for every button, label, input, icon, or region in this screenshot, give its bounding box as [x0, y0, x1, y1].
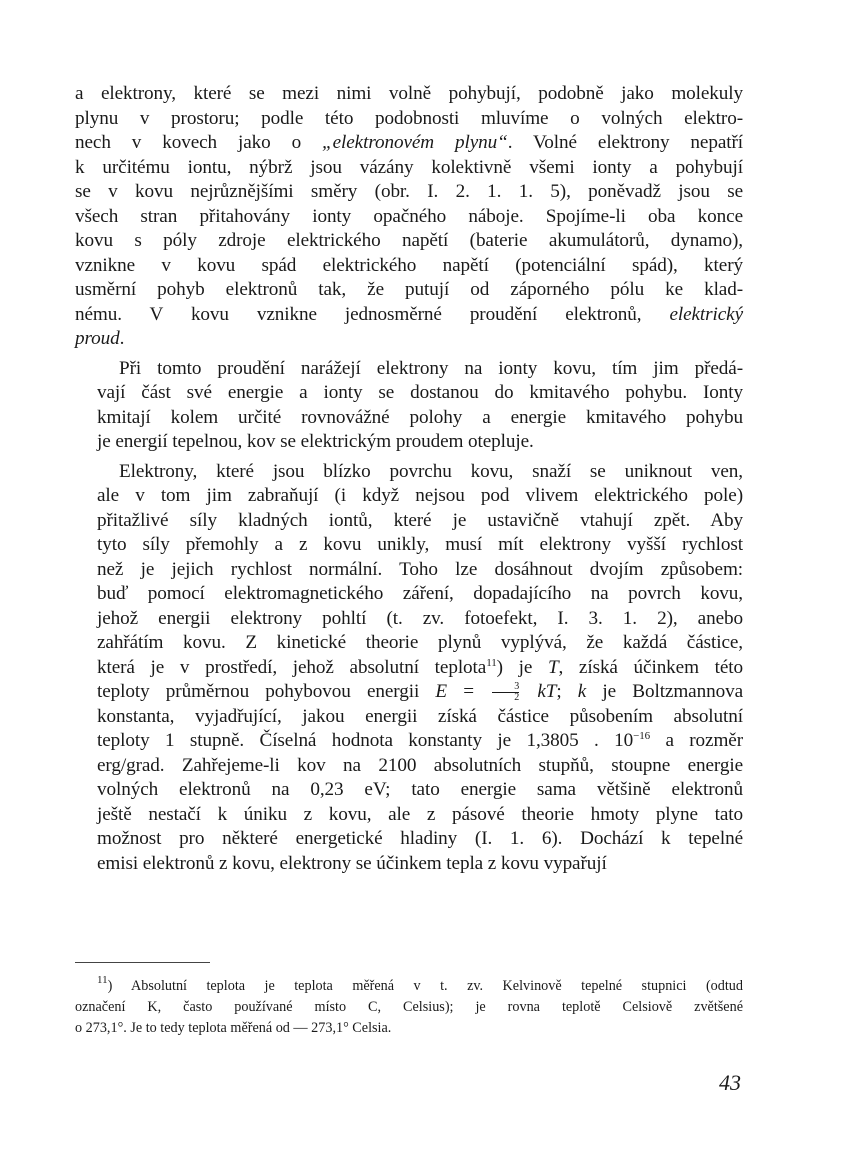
text-line: ještě nestačí k úniku z kovu, ale z pásové theorie hmoty plyne tato	[97, 803, 743, 825]
text-line: buď pomocí elektromagnetického záření, dopadajícího na povrch kovu,	[97, 583, 743, 604]
text-line: je energií tepelnou, kov se elektrickým proudem otepluje.	[97, 431, 534, 452]
footnote	[75, 976, 743, 1039]
italic-text: k	[577, 681, 587, 702]
footnote-line: označení K, často používané místo C, Celsius); je rovna teplotě Celsiově zvětšené	[75, 999, 743, 1015]
text-line: a elektrony, které se mezi nimi volně pohybují, podobně jako molekuly	[75, 83, 743, 104]
text-line: jehož energii elektrony pohltí (t. zv. fotoefekt, I. 3. 1. 2), anebo	[97, 607, 743, 629]
text-line: konstanta, vyjadřující, jakou energii získá částice působením absolutní	[97, 705, 743, 727]
superscript: 11	[486, 656, 497, 669]
text-line: nech v kovech jako o „elektronovém plynu“. Volné elektrony nepatří	[75, 132, 743, 153]
paragraph	[75, 82, 743, 352]
text-line: emisi elektronů z kovu, elektrony se účinkem tepla z kovu vypařují	[97, 852, 607, 874]
text-line: Při tomto proudění narážejí elektrony na ionty kovu, tím jim předá-	[119, 357, 743, 379]
text-line: která je v prostředí, jehož absolutní teplota$^{11}$) je T, získá účinkem této	[97, 656, 743, 678]
text-line: ale v tom jim zabraňují (i když nejsou pod vlivem elektrického pole)	[97, 485, 743, 506]
fraction: $\frac{3}{2}$	[492, 682, 519, 703]
text-line: tyto síly přemohly a z kovu unikly, musí mít elektrony vyšší rychlost	[97, 534, 743, 555]
italic-text: elektrický	[669, 303, 743, 325]
text-line: erg/grad. Zahřejeme-li kov na 2100 absolutních stupňů, stoupne energie	[97, 754, 743, 776]
text-line: přitažlivé síly kladných iontů, které je ustavičně vtahují zpět. Aby	[97, 509, 743, 531]
text-line: nému. V kovu vznikne jednosměrné proudění elektronů, elektrický	[75, 303, 743, 325]
text-line: vají část své energie a ionty se dostanou do kmitavého pohybu. Ionty	[97, 382, 743, 403]
text-line: než je jejich rychlost normální. Toho lze dosáhnout dvojím způsobem:	[97, 558, 743, 580]
superscript: −16	[633, 730, 651, 742]
page-number: 43	[719, 1070, 741, 1095]
text-line: volných elektronů na 0,23 eV; tato energie sama většině elektronů	[97, 779, 743, 800]
italic-text: E	[435, 681, 448, 702]
text-line: teploty průměrnou pohybovou energii E = $\frac{3}{2}$ kT; k je Boltzmannova	[97, 681, 743, 704]
text-line: teploty 1 stupně. Číselná hodnota konstanty je 1,3805 . $10^{-16}$ a rozměr	[97, 730, 743, 751]
text-line: kmitají kolem určité rovnovážné polohy a energie kmitavého pohybu	[97, 406, 743, 428]
superscript: 11	[97, 974, 108, 986]
footnote-line: o 273,1°. Je to tedy teplota měřená od — 273,1° Celsia.	[75, 1020, 392, 1036]
text-line: proud.	[75, 328, 125, 349]
italic-text: kT	[537, 681, 557, 702]
text-line: plynu v prostoru; podle této podobnosti mluvíme o volných elektro-	[75, 107, 743, 129]
footnote-divider	[75, 962, 210, 963]
paragraph	[75, 357, 743, 455]
text-line: zahřátím kovu. Z kinetické theorie plynů vyplývá, že každá částice,	[97, 632, 743, 653]
text-line: se v kovu nejrůznějšími směry (obr. I. 2. 1. 1. 5), poněvadž jsou se	[75, 181, 743, 202]
italic-text: proud	[75, 328, 120, 349]
text-line: všech stran přitahovány ionty opačného náboje. Spojíme-li oba konce	[75, 205, 743, 227]
paragraph	[75, 460, 743, 877]
text-line: k určitému iontu, nýbrž jsou vázány kolektivně všemi ionty a pohybují	[75, 156, 743, 178]
text-line: vznikne v kovu spád elektrického napětí (potenciální spád), který	[75, 254, 743, 276]
text-line: usměrní pohyb elektronů tak, že putují od záporného pólu ke klad-	[75, 279, 743, 300]
italic-text: „elektronovém plynu“	[322, 132, 508, 153]
text-line: kovu s póly zdroje elektrického napětí (baterie akumulátorů, dynamo),	[75, 230, 743, 251]
footnote-line: $^{11}$) Absolutní teplota je teplota měřená v t. zv. Kelvinově tepelné stupnici (odtud	[97, 974, 743, 994]
italic-text: T	[547, 656, 559, 678]
text-line: možnost pro některé energetické hladiny (I. 1. 6). Dochází k tepelné	[97, 828, 743, 849]
text-line: Elektrony, které jsou blízko povrchu kovu, snaží se uniknout ven,	[119, 460, 743, 482]
main-text	[75, 82, 743, 881]
